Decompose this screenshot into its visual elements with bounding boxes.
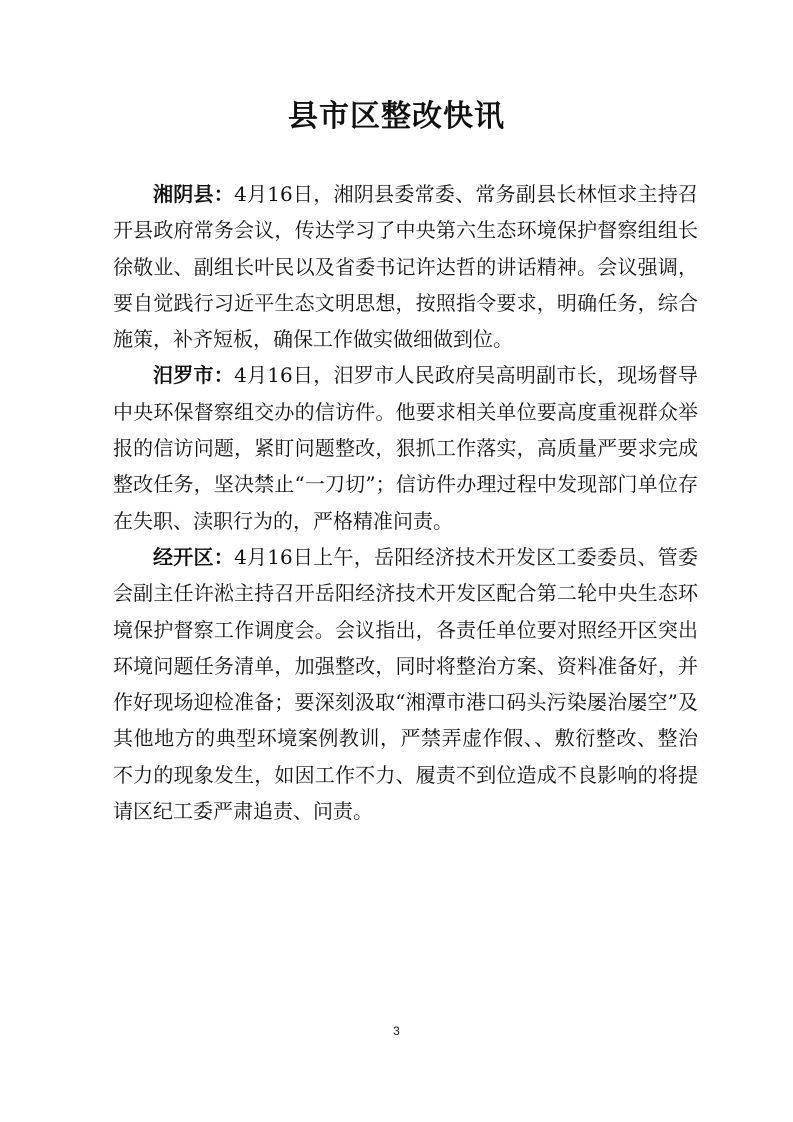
- page-number: 3: [393, 1024, 400, 1038]
- paragraph-text: 4月16日，汨罗市人民政府吴高明副市长，现场督导中央环保督察组交办的信访件。他要求相关单位要高度重视群众举报的信访问题，紧盯问题整改，狠抓工作落实，高质量严要求完成整改任务，坚决禁止“一刀切”；信访件办理过程中发现部门单位存在失职、渎职行为的，严格精准问责。: [113, 363, 699, 533]
- article-body: [113, 176, 698, 829]
- paragraph-jingkaiqu: [113, 539, 698, 829]
- paragraph-lead: 湘阴县：: [153, 182, 235, 206]
- paragraph-text: 4月16日，湘阴县委常委、常务副县长林恒求主持召开县政府常务会议，传达学习了中央第六生态环境保护督察组组长徐敬业、副组长叶民以及省委书记许达哲的讲话精神。会议强调，要自觉践行习近平生态文明思想，按照指令要求，明确任务，综合施策，补齐短板，确保工作做实做细做到位。: [113, 182, 699, 352]
- paragraph-miluo: [113, 357, 698, 538]
- paragraph-xiangyin: [113, 176, 698, 357]
- paragraph-text: 4月16日上午，岳阳经济技术开发区工委委员、管委会副主任许淞主持召开岳阳经济技术开发区配合第二轮中央生态环境保护督察工作调度会。会议指出，各责任单位要对照经开区突出环境问题任务清单，加强整改，同时将整治方案、资料准备好，并作好现场迎检准备；要深刻汲取“湘潭市港口码头污染屡治屡空”及其他地方的典型环境案例教训，严禁弄虚作假、、敷衍整改、整治不力的现象发生，如因工作不力、履责不到位造成不良影响的将提请区纪工委严肃追责、问责。: [113, 544, 699, 824]
- paragraph-lead: 汨罗市：: [153, 363, 235, 388]
- page-title: 县市区整改快讯: [288, 99, 505, 134]
- paragraph-lead: 经开区：: [153, 544, 235, 569]
